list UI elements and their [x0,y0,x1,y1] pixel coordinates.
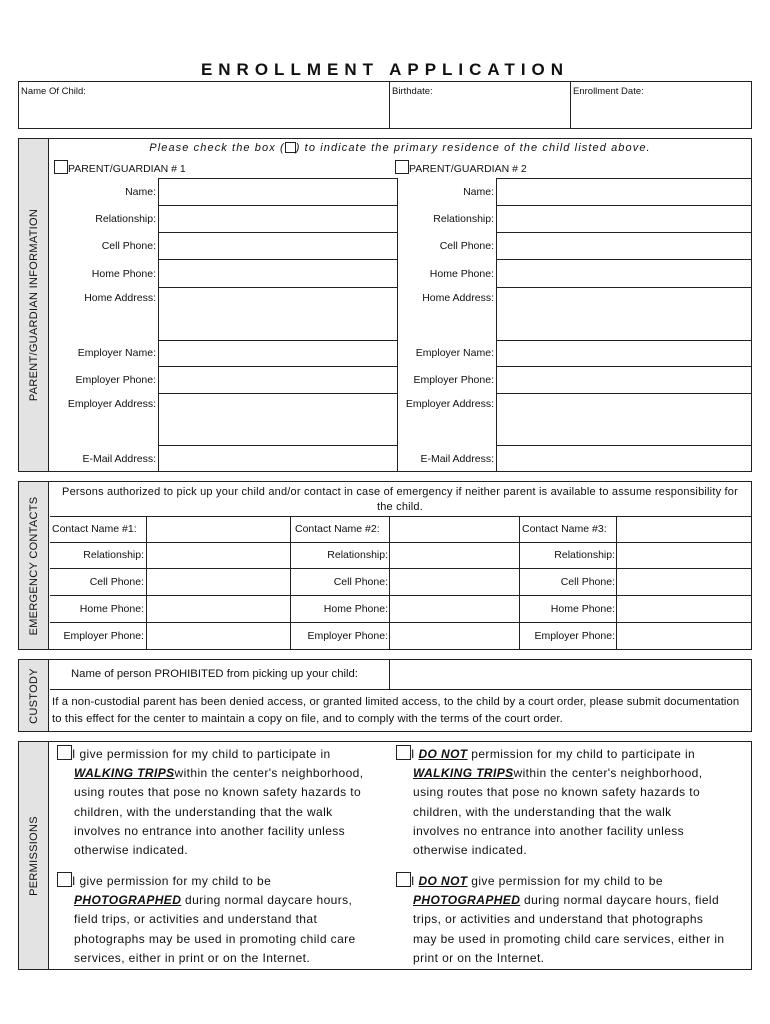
guardian1-cell-phone-label: Cell Phone: [101,240,156,252]
custody-note: If a non-custodial parent has been denied access, or granted limited access, to the child by a court order, please submit documentation to this effect for the center to maintain a copy on file, and to comply with the terms of the court order. [52,696,740,725]
contact1-employer-phone-label: Employer Phone: [63,630,144,642]
walking-trips-permit: I give permission for my child to participate in WALKING TRIPSwithin the center's neighborhood, using routes that pose no known safety hazards to children, with the understanding that the walk involves no entrance into another facility unless otherwise indicated. [57,745,392,860]
contact3-relationship-label: Relationship: [554,549,615,561]
child-name-field[interactable] [19,100,388,128]
guardian2-employer-address-label: Employer Address: [405,398,494,410]
guardian2-employer-name-label: Employer Name: [415,347,494,359]
instruction-pre: Please check the box ( [149,142,285,154]
contact1-relationship-label: Relationship: [83,549,144,561]
prohibited-person-label: Name of person PROHIBITED from picking up your child: [71,668,358,680]
contact3-employer-phone-label: Employer Phone: [534,630,615,642]
guardian1-field-column [158,178,398,472]
child-name-label: Name Of Child: [21,86,86,97]
birthdate-label: Birthdate: [392,86,433,97]
guardian2-home-phone-label: Home Phone: [429,268,494,280]
parent-guardian-section-label: PARENT/GUARDIAN INFORMATION [27,208,40,402]
contact1-home-phone-label: Home Phone: [79,603,144,615]
guardian2-cell-phone-label: Cell Phone: [439,240,494,252]
guardian2-label: PARENT/GUARDIAN # 2 [409,163,527,175]
enrollment-date-field[interactable] [571,100,751,128]
instruction-post: ) to indicate the primary residence of the child listed above. [295,142,651,154]
contact1-cell-phone-label: Cell Phone: [89,576,144,588]
guardian2-name-label: Name: [463,186,494,198]
birthdate-field[interactable] [390,100,569,128]
emergency-instruction: Persons authorized to pick up your child and/or contact in case of emergency if neither parent is available to assume responsibility for the child. [62,486,738,513]
enrollment-date-label: Enrollment Date: [573,86,644,97]
walking-trips-permit-checkbox[interactable] [57,745,72,760]
walking-trips-deny-checkbox[interactable] [396,745,411,760]
emergency-section-label: EMERGENCY CONTACTS [27,496,40,635]
guardian1-employer-address-label: Employer Address: [67,398,156,410]
photograph-permit-checkbox[interactable] [57,872,72,887]
guardian1-email-label: E-Mail Address: [82,453,156,465]
walking-trips-deny: I DO NOT permission for my child to participate in WALKING TRIPSwithin the center's neighborhood, using routes that pose no known safety hazards to children, with the understanding that the walk involves no entrance into another facility unless otherwise indicated. [396,745,750,860]
contact3-home-phone-label: Home Phone: [550,603,615,615]
permissions-section-label: PERMISSIONS [27,815,40,896]
guardian2-field-column [496,178,753,472]
custody-section-label: CUSTODY [27,667,40,724]
permissions-side-tab [19,742,49,969]
contact2-cell-phone-label: Cell Phone: [333,576,388,588]
sample-checkbox-icon [285,142,296,153]
page-title: ENROLLMENT APPLICATION [200,60,570,79]
photograph-permit: I give permission for my child to be PHOTOGRAPHED during normal daycare hours, field trips, or activities and understand that photographs may be used in promoting child care services, either in print or on the Internet. [57,872,392,968]
contact1-name-label: Contact Name #1: [52,523,137,535]
contact3-name-label: Contact Name #3: [522,523,607,535]
guardian1-name-label: Name: [125,186,156,198]
contact2-home-phone-label: Home Phone: [323,603,388,615]
contact2-name-label: Contact Name #2: [295,523,380,535]
contact3-cell-phone-label: Cell Phone: [560,576,615,588]
photograph-deny: I DO NOT give permission for my child to be PHOTOGRAPHED during normal daycare hours, field trips, or activities and understand that photographs may be used in promoting child care services, either in print or on the Internet. [396,872,750,968]
contact2-employer-phone-label: Employer Phone: [307,630,388,642]
contact2-relationship-label: Relationship: [327,549,388,561]
photograph-deny-checkbox[interactable] [396,872,411,887]
guardian1-home-address-label: Home Address: [84,292,156,304]
guardian2-home-address-label: Home Address: [422,292,494,304]
guardian2-email-label: E-Mail Address: [420,453,494,465]
guardian2-employer-phone-label: Employer Phone: [413,374,494,386]
guardian1-primary-checkbox[interactable] [54,160,68,174]
parent-guardian-side-tab [19,139,49,471]
guardian1-home-phone-label: Home Phone: [91,268,156,280]
residence-instruction [50,142,750,154]
guardian2-primary-checkbox[interactable] [395,160,409,174]
custody-side-tab [19,660,49,731]
emergency-side-tab [19,482,49,649]
guardian1-employer-name-label: Employer Name: [77,347,156,359]
guardian2-relationship-label: Relationship: [433,213,494,225]
prohibited-person-field[interactable] [390,660,751,688]
guardian1-relationship-label: Relationship: [95,213,156,225]
guardian1-label: PARENT/GUARDIAN # 1 [68,163,186,175]
guardian1-employer-phone-label: Employer Phone: [75,374,156,386]
